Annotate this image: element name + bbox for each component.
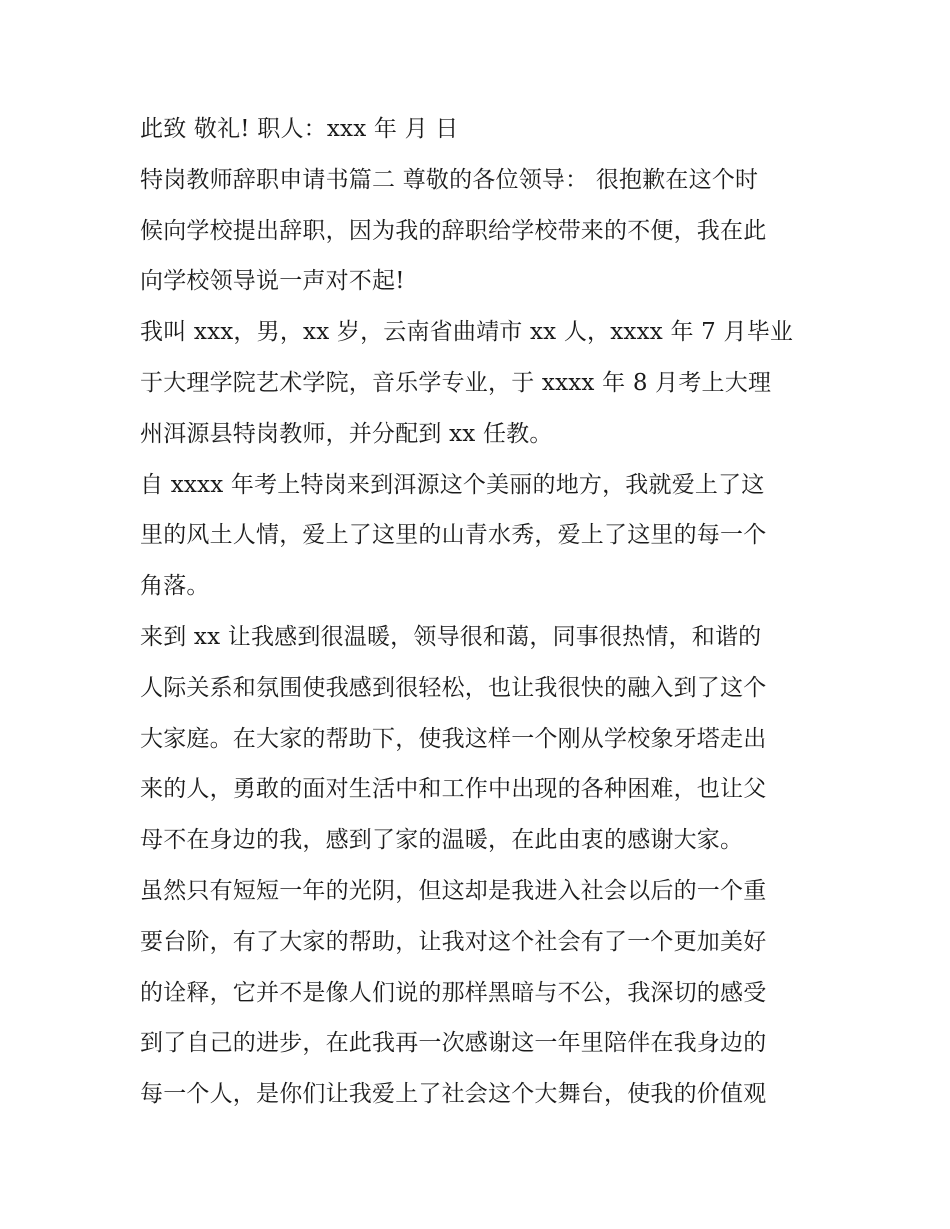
text-line: 的诠释，它并不是像人们说的那样黑暗与不公，我深切的感受 xyxy=(140,979,767,1006)
text-line: 每一个人，是你们让我爱上了社会这个大舞台，使我的价值观 xyxy=(140,1081,767,1108)
text-line: 候向学校提出辞职，因为我的辞职给学校带来的不便，我在此 xyxy=(140,217,767,244)
closing-line: 此致 敬礼! 职人：xxx 年 月 日 xyxy=(140,116,459,142)
text-line: 向学校领导说一声对不起! xyxy=(140,268,405,295)
text-line: 大家庭。在大家的帮助下，使我这样一个刚从学校象牙塔走出 xyxy=(140,725,767,752)
text-line: 人际关系和氛围使我感到很轻松，也让我很快的融入到了这个 xyxy=(140,674,767,701)
text-line: 虽然只有短短一年的光阴，但这却是我进入社会以后的一个重 xyxy=(140,877,767,904)
text-line: 于大理学院艺术学院，音乐学专业，于 xxxx 年 8 月考上大理 xyxy=(140,369,772,396)
text-line: 来到 xx 让我感到很温暖，领导很和蔼，同事很热情，和谐的 xyxy=(140,623,762,650)
text-line: 州洱源县特岗教师，并分配到 xx 任教。 xyxy=(140,420,553,447)
text-line: 特岗教师辞职申请书篇二 尊敬的各位领导： 很抱歉在这个时 xyxy=(140,166,759,193)
text-line: 要台阶，有了大家的帮助，让我对这个社会有了一个更加美好 xyxy=(140,928,767,955)
text-line: 里的风土人情，爱上了这里的山青水秀，爱上了这里的每一个 xyxy=(140,522,767,549)
document-page xyxy=(140,104,820,1120)
text-line: 我叫 xxx，男，xx 岁，云南省曲靖市 xx 人，xxxx 年 7 月毕业 xyxy=(140,319,794,346)
text-line: 角落。 xyxy=(140,573,210,600)
text-line: 来的人，勇敢的面对生活中和工作中出现的各种困难，也让父 xyxy=(140,776,767,803)
text-line: 到了自己的进步，在此我再一次感谢这一年里陪伴在我身边的 xyxy=(140,1030,767,1057)
text-line: 自 xxxx 年考上特岗来到洱源这个美丽的地方，我就爱上了这 xyxy=(140,471,765,498)
text-line: 母不在身边的我，感到了家的温暖，在此由衷的感谢大家。 xyxy=(140,827,744,854)
